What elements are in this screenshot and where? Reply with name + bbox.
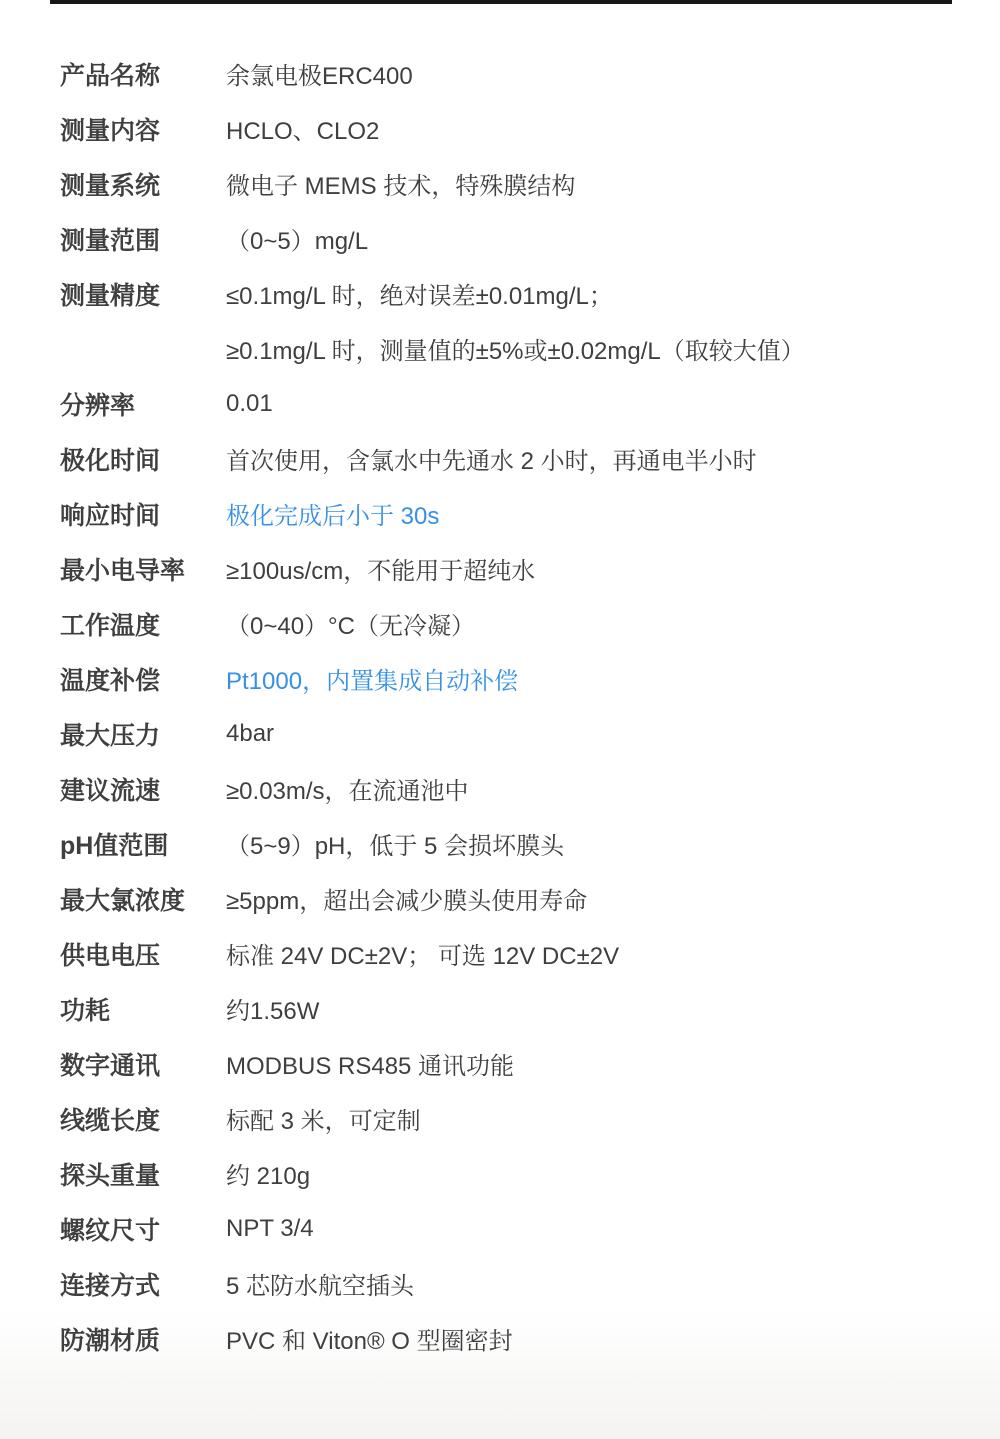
spec-row [0,1146,1000,1201]
spec-value: ≥5ppm，超出会减少膜头使用寿命 [226,888,588,915]
spec-value: 标配 3 米，可定制 [226,1108,421,1135]
spec-label: 供电电压 [60,941,161,970]
spec-table [0,46,1000,1366]
spec-value: （0~40）°C（无冷凝） [226,613,475,640]
spec-label: 响应时间 [60,501,161,530]
spec-row [0,486,1000,541]
spec-row [0,596,1000,651]
spec-row [0,1091,1000,1146]
spec-label: 数字通讯 [60,1051,161,1080]
spec-label: 测量精度 [60,281,161,310]
spec-row [0,156,1000,211]
spec-label: 探头重量 [60,1161,161,1190]
spec-value: 5 芯防水航空插头 [226,1273,415,1300]
spec-row [0,541,1000,596]
spec-row [0,926,1000,981]
spec-row [0,321,1000,376]
spec-value: Pt1000，内置集成自动补偿 [226,668,519,695]
spec-row [0,1201,1000,1256]
spec-value: 余氯电极ERC400 [226,63,413,90]
spec-label: 测量系统 [60,171,161,200]
spec-value: 极化完成后小于 30s [226,503,440,530]
spec-label: 线缆长度 [60,1106,161,1135]
spec-value: 约 210g [226,1163,311,1190]
spec-value: 标准 24V DC±2V； 可选 12V DC±2V [226,943,620,970]
spec-label: 产品名称 [60,61,161,90]
spec-label: 测量范围 [60,226,161,255]
spec-row [0,46,1000,101]
spec-row [0,101,1000,156]
spec-row [0,431,1000,486]
spec-value: （0~5）mg/L [226,228,369,255]
spec-row [0,761,1000,816]
spec-row [0,376,1000,431]
spec-row [0,651,1000,706]
spec-label: 温度补偿 [60,666,161,695]
spec-label: 工作温度 [60,611,161,640]
spec-label: 防潮材质 [60,1326,161,1355]
spec-row [0,1311,1000,1366]
spec-value: HCLO、CLO2 [226,118,380,145]
spec-value: 0.01 [226,389,273,417]
spec-row [0,1256,1000,1311]
spec-row [0,816,1000,871]
spec-row [0,266,1000,321]
spec-label: 测量内容 [60,116,161,145]
spec-label: 建议流速 [60,776,161,805]
spec-label: 最小电导率 [60,556,186,585]
spec-label: 连接方式 [60,1271,161,1300]
spec-value: ≥0.03m/s，在流通池中 [226,778,469,805]
spec-value: PVC 和 Viton® O 型圈密封 [226,1328,513,1355]
spec-row [0,706,1000,761]
spec-label: pH值范围 [60,831,169,860]
spec-value: （5~9）pH，低于 5 会损坏膜头 [226,833,565,860]
spec-label: 最大氯浓度 [60,886,186,915]
spec-label: 螺纹尺寸 [60,1216,161,1245]
spec-value: 首次使用，含氯水中先通水 2 小时，再通电半小时 [226,448,757,475]
spec-label: 分辨率 [60,391,136,420]
spec-value: 4bar [226,719,275,747]
spec-label: 极化时间 [60,446,161,475]
spec-row [0,981,1000,1036]
top-divider-bar [50,0,952,4]
spec-value: NPT 3/4 [226,1214,314,1242]
spec-label: 最大压力 [60,721,161,750]
spec-label: 功耗 [60,996,111,1025]
spec-value: ≤0.1mg/L 时，绝对误差±0.01mg/L； [226,283,613,310]
spec-row [0,871,1000,926]
spec-row [0,1036,1000,1091]
spec-value: 约1.56W [226,998,320,1025]
spec-value: ≥0.1mg/L 时，测量值的±5%或±0.02mg/L（取较大值） [226,338,805,365]
spec-value: 微电子 MEMS 技术，特殊膜结构 [226,173,576,200]
spec-value: MODBUS RS485 通讯功能 [226,1053,515,1080]
spec-row [0,211,1000,266]
spec-value: ≥100us/cm，不能用于超纯水 [226,558,536,585]
